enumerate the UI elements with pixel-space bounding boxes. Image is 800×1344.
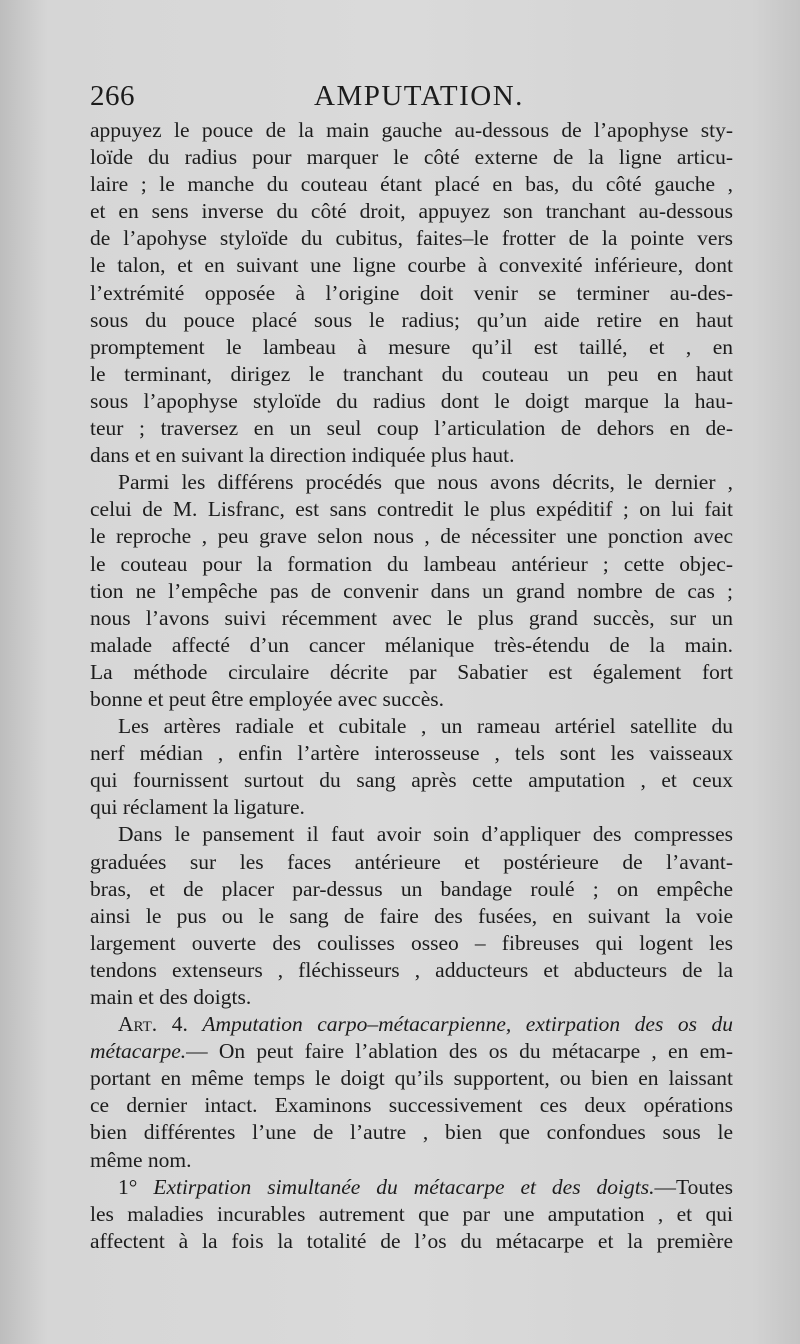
- article-heading: [90, 1011, 733, 1038]
- subsection-number: 1°: [118, 1174, 138, 1199]
- text-line: sous l’apophyse styloïde du radius dont le doigt marque la hau-: [90, 388, 733, 413]
- text-line: promptement le lambeau à mesure qu’il est taillé, et , en: [90, 334, 733, 359]
- article-number: Art. 4.: [118, 1012, 188, 1037]
- text-run: — On peut faire l’ablation des os du métacarpe , en em-: [186, 1039, 733, 1064]
- text-line: largement ouverte des coulisses osseo – fibreuses qui logent les: [90, 930, 733, 955]
- text-line: sous du pouce placé sous le radius; qu’un aide retire en haut: [90, 307, 733, 332]
- text-line: loïde du radius pour marquer le côté externe de la ligne articu-: [90, 145, 733, 170]
- text-line: main et des doigts.: [90, 985, 252, 1009]
- text-line: malade affecté d’un cancer mélanique très-étendu de la main.: [90, 632, 733, 657]
- text-line: le couteau pour la formation du lambeau antérieur ; cette objec-: [90, 551, 733, 576]
- text-line: le reproche , peu grave selon nous , de nécessiter une ponction avec: [90, 524, 733, 549]
- page-number: 266: [90, 80, 135, 112]
- text-line: nous l’avons suivi récemment avec le plus grand succès, sur un: [90, 605, 733, 630]
- text-line: portant en même temps le doigt qu’ils supportent, ou bien en laissant: [90, 1066, 733, 1091]
- text-line: Les artères radiale et cubitale , un rameau artériel satellite du: [118, 714, 733, 739]
- text-line: le talon, et en suivant une ligne courbe à convexité inférieure, dont: [90, 253, 733, 278]
- text-line: bien différentes l’une de l’autre , bien que confondues sous le: [90, 1120, 733, 1145]
- text-line: Parmi les différens procédés que nous avons décrits, le dernier ,: [118, 470, 733, 495]
- text-line: affectent à la fois la totalité de l’os du métacarpe et la première: [90, 1228, 733, 1253]
- text-line: les maladies incurables autrement que par une amputation , et qui: [90, 1201, 733, 1226]
- text-line: l’extrémité opposée à l’origine doit venir se terminer au-des-: [90, 280, 733, 305]
- running-head: AMPUTATION.: [314, 80, 524, 112]
- text-line: qui fournissent surtout du sang après cette amputation , et ceux: [90, 768, 733, 793]
- article-title-end: métacarpe.: [90, 1039, 187, 1064]
- text-line: bonne et peut être employée avec succès.: [90, 686, 444, 711]
- text-line: dans et en suivant la direction indiquée plus haut.: [90, 443, 515, 468]
- text-line: laire ; le manche du couteau étant placé en bas, du côté gauche ,: [90, 172, 733, 197]
- page-header: [90, 80, 730, 120]
- text-run: —Toutes: [654, 1174, 733, 1199]
- text-line: nerf médian , enfin l’artère interosseuse , tels sont les vaisseaux: [90, 741, 733, 766]
- text-line: tendons extenseurs , fléchisseurs , adducteurs et abducteurs de la: [90, 957, 733, 982]
- text-line: bras, et de placer par-dessus un bandage roulé ; on empêche: [90, 876, 733, 901]
- text-line: tion ne l’empêche pas de convenir dans un grand nombre de cas ;: [90, 578, 733, 603]
- text-line: qui réclament la ligature.: [90, 795, 305, 820]
- body-text: [90, 117, 733, 1255]
- text-line: La méthode circulaire décrite par Sabatier est également fort: [90, 659, 733, 684]
- text-line: celui de M. Lisfranc, est sans contredit le plus expéditif ; on lui fait: [90, 497, 733, 522]
- text-line: appuyez le pouce de la main gauche au-dessous de l’apophyse sty-: [90, 118, 733, 142]
- subsection-title: Extirpation simultanée du métacarpe et des doigts.: [153, 1174, 655, 1199]
- text-line: [90, 1038, 733, 1065]
- subsection-heading: [90, 1174, 733, 1201]
- text-line: le terminant, dirigez le tranchant du couteau un peu en haut: [90, 361, 733, 386]
- text-line: ce dernier intact. Examinons successivement ces deux opérations: [90, 1093, 733, 1118]
- text-line: de l’apohyse styloïde du cubitus, faites–le frotter de la pointe vers: [90, 226, 733, 251]
- text-line: graduées sur les faces antérieure et postérieure de l’avant-: [90, 849, 733, 874]
- text-line: ainsi le pus ou le sang de faire des fusées, en suivant la voie: [90, 903, 733, 928]
- article-title: Amputation carpo–métacarpienne, extirpation des os du: [202, 1012, 734, 1037]
- text-line: teur ; traversez en un seul coup l’articulation de dehors en de-: [90, 416, 733, 441]
- text-line: Dans le pansement il faut avoir soin d’appliquer des compresses: [118, 822, 733, 847]
- text-line: même nom.: [90, 1147, 192, 1172]
- text-line: et en sens inverse du côté droit, appuyez son tranchant au-dessous: [90, 199, 733, 224]
